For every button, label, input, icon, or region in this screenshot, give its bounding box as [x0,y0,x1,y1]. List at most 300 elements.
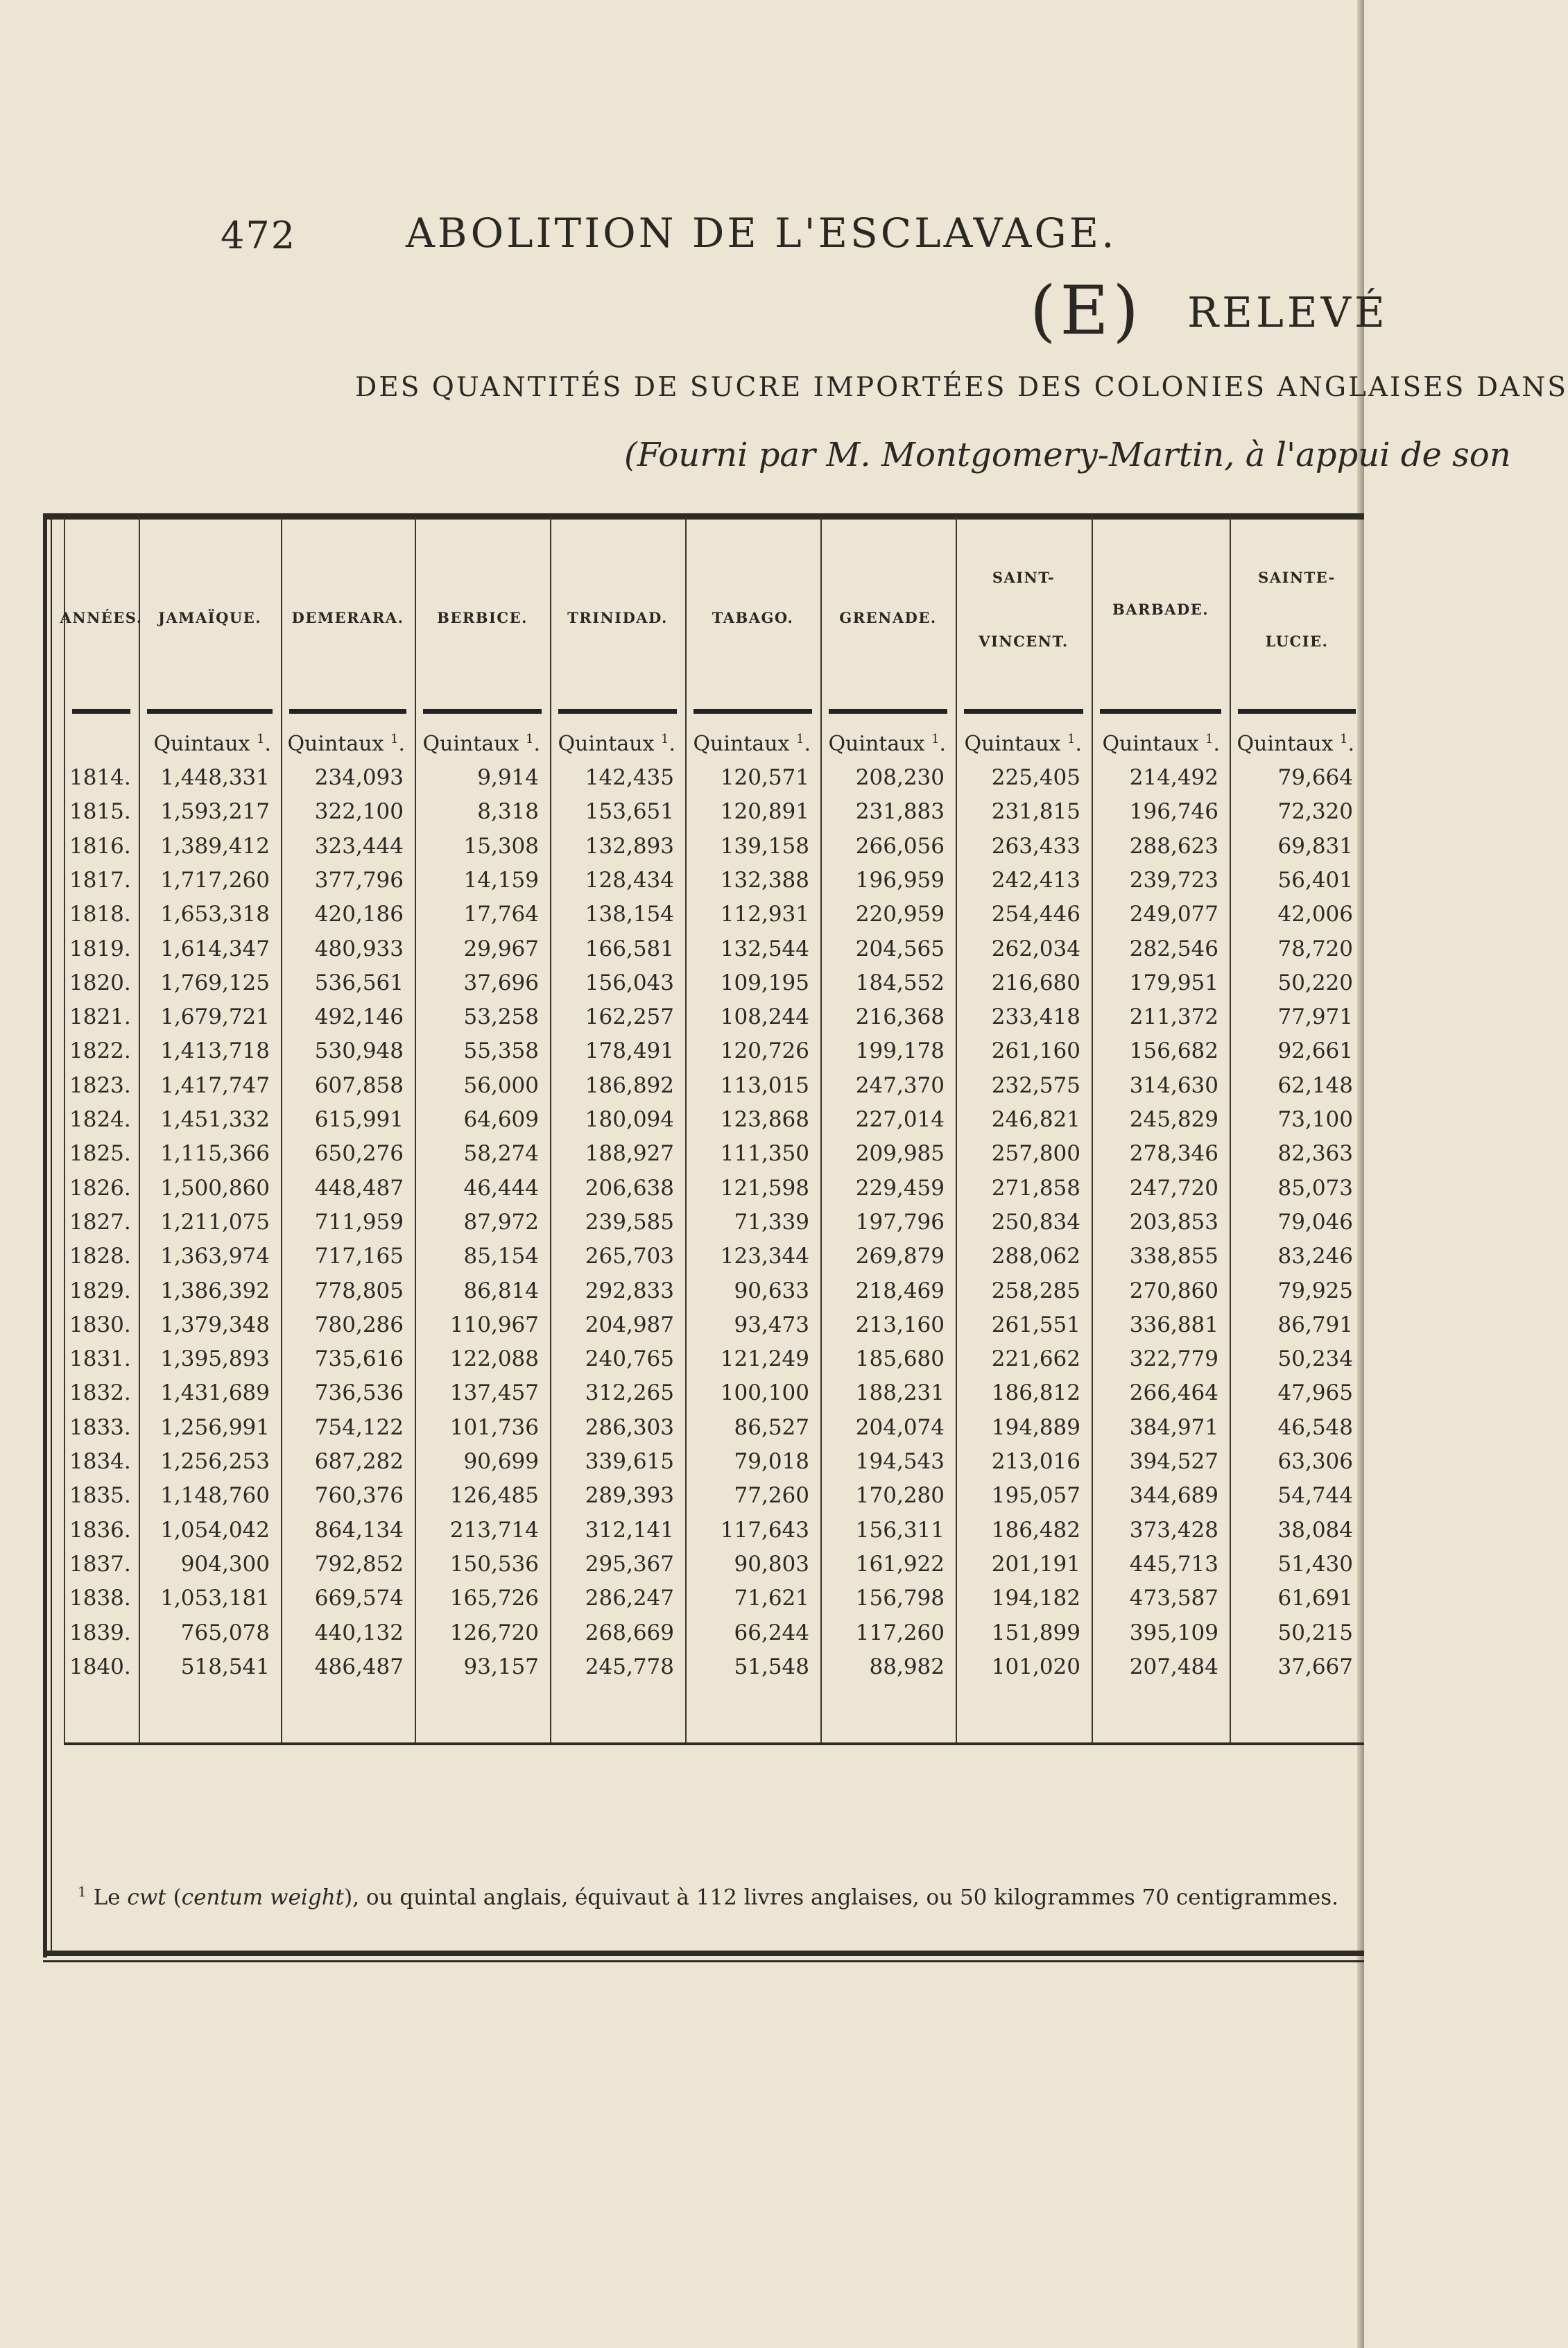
cell-barbade: 179,951 [1129,970,1218,995]
cell-saint_vincent: 254,446 [991,902,1080,927]
cell-saint_vincent: 221,662 [991,1346,1080,1372]
row-year: 1826. [69,1175,131,1201]
footnote-centum: centum weight [181,1885,345,1910]
cell-demerara: 377,796 [314,867,404,893]
cell-jamaique: 1,256,253 [160,1449,270,1474]
cell-barbade: 214,492 [1129,765,1218,790]
header-underline [693,709,812,714]
header-underline [1238,709,1356,714]
cell-jamaique: 1,431,689 [160,1380,270,1406]
cell-grenade: 204,565 [855,936,945,961]
row-year: 1820. [69,970,131,995]
column-divider [64,517,65,1742]
table-source: (Fourni par M. Montgomery-Martin, à l'appui de son [624,436,1511,474]
cell-berbice: 17,764 [463,902,539,927]
unit-note-mark: 1 [390,732,399,746]
cell-grenade: 194,543 [855,1449,945,1474]
header-sainte_lucie-top: SAINTE- [1258,569,1336,586]
cell-jamaique: 1,363,974 [160,1244,270,1269]
cell-grenade: 185,680 [855,1346,945,1372]
cell-trinidad: 204,987 [585,1312,674,1337]
cell-tabago: 108,244 [720,1004,809,1030]
cell-saint_vincent: 151,899 [991,1620,1080,1645]
unit-text: Quintaux [153,732,250,756]
unit-label: Quintaux $^1$. [1102,732,1220,756]
cell-trinidad: 239,585 [585,1209,674,1235]
running-head: ABOLITION DE L'ESCLAVAGE. [406,209,1117,257]
cell-trinidad: 206,638 [585,1175,674,1201]
header-berbice: BERBICE. [437,609,528,626]
cell-sainte_lucie: 79,046 [1277,1209,1353,1235]
cell-trinidad: 188,927 [585,1141,674,1167]
cell-berbice: 122,088 [449,1346,539,1372]
cell-grenade: 184,552 [855,970,945,995]
cell-sainte_lucie: 47,965 [1277,1380,1353,1406]
cell-saint_vincent: 261,160 [991,1038,1080,1064]
cell-saint_vincent: 186,482 [991,1517,1080,1543]
cell-berbice: 93,157 [463,1654,539,1679]
cell-berbice: 9,914 [477,765,539,790]
cell-tabago: 120,571 [720,765,809,790]
cell-demerara: 607,858 [314,1072,404,1098]
row-year: 1831. [69,1346,131,1372]
cell-trinidad: 240,765 [585,1346,674,1372]
cell-jamaique: 1,614,347 [160,936,270,961]
cell-grenade: 204,074 [855,1414,945,1440]
cell-berbice: 15,308 [463,833,539,859]
cell-grenade: 213,160 [855,1312,945,1337]
cell-demerara: 486,487 [314,1654,404,1679]
header-underline [147,709,273,714]
page-edge [1357,0,1364,2348]
cell-grenade: 188,231 [855,1380,945,1406]
cell-barbade: 278,346 [1129,1141,1218,1167]
unit-note-mark: 1 [1205,732,1214,746]
unit-text: Quintaux [287,732,384,756]
header-underline [964,709,1083,714]
cell-sainte_lucie: 62,148 [1277,1072,1353,1098]
cell-sainte_lucie: 92,661 [1277,1038,1353,1064]
cell-demerara: 536,561 [314,970,404,995]
cell-saint_vincent: 216,680 [991,970,1080,995]
cell-grenade: 209,985 [855,1141,945,1167]
header-barbade: BARBADE. [1112,601,1209,618]
cell-trinidad: 265,703 [585,1244,674,1269]
cell-tabago: 120,726 [720,1038,809,1064]
unit-text: Quintaux [693,732,790,756]
cell-demerara: 615,991 [314,1107,404,1132]
cell-sainte_lucie: 86,791 [1277,1312,1353,1337]
unit-label: Quintaux $^1$. [153,732,271,756]
cell-sainte_lucie: 46,548 [1277,1414,1353,1440]
cell-tabago: 93,473 [734,1312,809,1337]
unit-label: Quintaux $^1$. [558,732,675,756]
unit-text: Quintaux [828,732,925,756]
cell-berbice: 58,274 [463,1141,539,1167]
unit-label: Quintaux $^1$. [1237,732,1354,756]
cell-saint_vincent: 225,405 [991,765,1080,790]
cell-tabago: 109,195 [720,970,809,995]
cell-jamaique: 1,211,075 [160,1209,270,1235]
cell-berbice: 126,720 [449,1620,539,1645]
unit-note-mark: 1 [1340,732,1348,746]
cell-berbice: 90,699 [463,1449,539,1474]
cell-jamaique: 518,541 [180,1654,270,1679]
cell-berbice: 56,000 [463,1072,539,1098]
cell-trinidad: 166,581 [585,936,674,961]
cell-barbade: 156,682 [1129,1038,1218,1064]
cell-saint_vincent: 257,800 [991,1141,1080,1167]
cell-tabago: 132,388 [720,867,809,893]
cell-trinidad: 295,367 [585,1551,674,1577]
cell-trinidad: 312,141 [585,1517,674,1543]
cell-berbice: 29,967 [463,936,539,961]
cell-barbade: 394,527 [1129,1449,1218,1474]
cell-tabago: 112,931 [720,902,809,927]
row-year: 1834. [69,1449,131,1474]
cell-grenade: 266,056 [855,833,945,859]
cell-jamaique: 1,389,412 [160,833,270,859]
cell-demerara: 440,132 [314,1620,404,1645]
cell-demerara: 717,165 [314,1244,404,1269]
header-saint_vincent-top: SAINT- [992,569,1056,586]
row-year: 1821. [69,1004,131,1030]
cell-saint_vincent: 258,285 [991,1278,1080,1303]
row-year: 1840. [69,1654,131,1679]
row-year: 1818. [69,902,131,927]
cell-berbice: 101,736 [449,1414,539,1440]
cell-demerara: 687,282 [314,1449,404,1474]
cell-grenade: 170,280 [855,1483,945,1509]
cell-demerara: 780,286 [314,1312,404,1337]
cell-sainte_lucie: 82,363 [1277,1141,1353,1167]
row-year: 1837. [69,1551,131,1577]
cell-tabago: 100,100 [720,1380,809,1406]
cell-sainte_lucie: 69,831 [1277,833,1353,859]
unit-text: Quintaux [1237,732,1334,756]
cell-trinidad: 268,669 [585,1620,674,1645]
row-year: 1830. [69,1312,131,1337]
cell-sainte_lucie: 78,720 [1277,936,1353,961]
cell-jamaique: 1,395,893 [160,1346,270,1372]
cell-demerara: 864,134 [314,1517,404,1543]
row-year: 1814. [69,765,131,790]
cell-trinidad: 153,651 [585,799,674,825]
cell-sainte_lucie: 42,006 [1277,902,1353,927]
header-demerara: DEMERARA. [291,609,404,626]
cell-saint_vincent: 262,034 [991,936,1080,961]
cell-demerara: 669,574 [314,1586,404,1611]
cell-berbice: 85,154 [463,1244,539,1269]
cell-barbade: 247,720 [1129,1175,1218,1201]
cell-saint_vincent: 246,821 [991,1107,1080,1132]
cell-jamaique: 1,500,860 [160,1175,270,1201]
cell-saint_vincent: 263,433 [991,833,1080,859]
header-grenade: GRENADE. [839,609,937,626]
cell-berbice: 150,536 [449,1551,539,1577]
unit-note-mark: 1 [1067,732,1076,746]
cell-demerara: 735,616 [314,1346,404,1372]
cell-jamaique: 904,300 [180,1551,270,1577]
row-year: 1822. [69,1038,131,1064]
cell-sainte_lucie: 50,215 [1277,1620,1353,1645]
footnote-text-before: Le [93,1885,128,1910]
cell-berbice: 46,444 [463,1175,539,1201]
cell-tabago: 66,244 [734,1620,809,1645]
cell-grenade: 88,982 [869,1654,945,1679]
cell-saint_vincent: 101,020 [991,1654,1080,1679]
cell-berbice: 110,967 [449,1312,539,1337]
cell-jamaique: 1,386,392 [160,1278,270,1303]
unit-text: Quintaux [964,732,1061,756]
cell-trinidad: 128,434 [585,867,674,893]
header-sainte_lucie-bottom: LUCIE. [1265,633,1329,650]
cell-tabago: 90,633 [734,1278,809,1303]
cell-barbade: 196,746 [1129,799,1218,825]
cell-tabago: 51,548 [734,1654,809,1679]
cell-jamaique: 1,256,991 [160,1414,270,1440]
cell-jamaique: 765,078 [180,1620,270,1645]
header-underline [72,709,130,714]
cell-saint_vincent: 195,057 [991,1483,1080,1509]
row-year: 1824. [69,1107,131,1132]
header-annees: ANNÉES. [60,609,143,626]
cell-grenade: 231,883 [855,799,945,825]
cell-saint_vincent: 231,815 [991,799,1080,825]
cell-tabago: 113,015 [720,1072,809,1098]
cell-demerara: 760,376 [314,1483,404,1509]
unit-label: Quintaux $^1$. [287,732,405,756]
cell-sainte_lucie: 79,664 [1277,765,1353,790]
cell-sainte_lucie: 85,073 [1277,1175,1353,1201]
header-underline [289,709,406,714]
cell-berbice: 37,696 [463,970,539,995]
cell-berbice: 165,726 [449,1586,539,1611]
cell-jamaique: 1,593,217 [160,799,270,825]
cell-trinidad: 286,247 [585,1586,674,1611]
cell-grenade: 161,922 [855,1551,945,1577]
row-year: 1819. [69,936,131,961]
cell-barbade: 322,779 [1129,1346,1218,1372]
cell-saint_vincent: 233,418 [991,1004,1080,1030]
cell-sainte_lucie: 83,246 [1277,1244,1353,1269]
cell-grenade: 197,796 [855,1209,945,1235]
cell-barbade: 473,587 [1129,1586,1218,1611]
left-rule [43,513,47,1957]
left-inner-rule [51,517,52,1954]
header-saint_vincent-bottom: VINCENT. [979,633,1069,650]
cell-trinidad: 186,892 [585,1072,674,1098]
cell-berbice: 64,609 [463,1107,539,1132]
cell-tabago: 79,018 [734,1449,809,1474]
cell-sainte_lucie: 79,925 [1277,1278,1353,1303]
cell-barbade: 249,077 [1129,902,1218,927]
data-bottom-rule [64,1742,1364,1745]
cell-saint_vincent: 250,834 [991,1209,1080,1235]
row-year: 1817. [69,867,131,893]
cell-barbade: 266,464 [1129,1380,1218,1406]
cell-berbice: 213,714 [449,1517,539,1543]
cell-barbade: 211,372 [1129,1004,1218,1030]
cell-demerara: 778,805 [314,1278,404,1303]
cell-tabago: 139,158 [720,833,809,859]
cell-jamaique: 1,451,332 [160,1107,270,1132]
cell-grenade: 216,368 [855,1004,945,1030]
cell-demerara: 792,852 [314,1551,404,1577]
cell-barbade: 207,484 [1129,1654,1218,1679]
header-underline [829,709,947,714]
header-tabago: TABAGO. [712,609,794,626]
cell-grenade: 220,959 [855,902,945,927]
cell-trinidad: 180,094 [585,1107,674,1132]
cell-trinidad: 312,265 [585,1380,674,1406]
cell-demerara: 650,276 [314,1141,404,1167]
cell-tabago: 111,350 [720,1141,809,1167]
unit-text: Quintaux [558,732,655,756]
cell-barbade: 344,689 [1129,1483,1218,1509]
cell-tabago: 90,803 [734,1551,809,1577]
cell-trinidad: 292,833 [585,1278,674,1303]
cell-tabago: 121,249 [720,1346,809,1372]
cell-berbice: 14,159 [463,867,539,893]
cell-barbade: 395,109 [1129,1620,1218,1645]
unit-note-mark: 1 [931,732,940,746]
row-year: 1828. [69,1244,131,1269]
cell-jamaique: 1,679,721 [160,1004,270,1030]
row-year: 1825. [69,1141,131,1167]
cell-saint_vincent: 242,413 [991,867,1080,893]
row-year: 1839. [69,1620,131,1645]
row-year: 1832. [69,1380,131,1406]
cell-tabago: 71,339 [734,1209,809,1235]
header-underline [423,709,542,714]
cell-grenade: 269,879 [855,1244,945,1269]
cell-tabago: 86,527 [734,1414,809,1440]
header-underline [558,709,677,714]
cell-trinidad: 286,303 [585,1414,674,1440]
cell-sainte_lucie: 37,667 [1277,1654,1353,1679]
page-number: 472 [221,214,297,257]
cell-sainte_lucie: 73,100 [1277,1107,1353,1132]
unit-text: Quintaux [422,732,519,756]
cell-demerara: 492,146 [314,1004,404,1030]
cell-sainte_lucie: 50,234 [1277,1346,1353,1372]
cell-sainte_lucie: 77,971 [1277,1004,1353,1030]
cell-tabago: 132,544 [720,936,809,961]
cell-demerara: 234,093 [314,765,404,790]
top-rule [43,513,1364,520]
cell-jamaique: 1,417,747 [160,1072,270,1098]
bottom-rule [43,1951,1364,1956]
cell-sainte_lucie: 63,306 [1277,1449,1353,1474]
row-year: 1835. [69,1483,131,1509]
cell-demerara: 754,122 [314,1414,404,1440]
footnote-cwt: cwt [127,1885,166,1910]
cell-jamaique: 1,148,760 [160,1483,270,1509]
cell-demerara: 736,536 [314,1380,404,1406]
cell-demerara: 480,933 [314,936,404,961]
footnote-text-after: ), ou quintal anglais, équivaut à 112 livres anglaises, ou 50 kilogrammes 70 centigrammes. [344,1885,1338,1910]
table-title: RELEVÉ [1187,289,1388,337]
cell-berbice: 53,258 [463,1004,539,1030]
cell-saint_vincent: 288,062 [991,1244,1080,1269]
cell-barbade: 338,855 [1129,1244,1218,1269]
cell-tabago: 117,643 [720,1517,809,1543]
cell-barbade: 288,623 [1129,833,1218,859]
cell-jamaique: 1,448,331 [160,765,270,790]
cell-saint_vincent: 186,812 [991,1380,1080,1406]
cell-demerara: 322,100 [314,799,404,825]
row-year: 1815. [69,799,131,825]
unit-label: Quintaux $^1$. [422,732,540,756]
cell-demerara: 448,487 [314,1175,404,1201]
unit-label: Quintaux $^1$. [828,732,946,756]
cell-sainte_lucie: 56,401 [1277,867,1353,893]
cell-trinidad: 289,393 [585,1483,674,1509]
cell-grenade: 117,260 [855,1620,945,1645]
cell-saint_vincent: 213,016 [991,1449,1080,1474]
cell-demerara: 711,959 [314,1209,404,1235]
unit-note-mark: 1 [257,732,265,746]
cell-berbice: 126,485 [449,1483,539,1509]
cell-grenade: 156,311 [855,1517,945,1543]
cell-sainte_lucie: 51,430 [1277,1551,1353,1577]
unit-note-mark: 1 [526,732,534,746]
cell-grenade: 196,959 [855,867,945,893]
cell-tabago: 123,344 [720,1244,809,1269]
cell-berbice: 86,814 [463,1278,539,1303]
cell-barbade: 336,881 [1129,1312,1218,1337]
cell-barbade: 270,860 [1129,1278,1218,1303]
cell-grenade: 227,014 [855,1107,945,1132]
cell-jamaique: 1,379,348 [160,1312,270,1337]
cell-sainte_lucie: 72,320 [1277,799,1353,825]
table-letter: (E) [1030,272,1143,350]
cell-barbade: 203,853 [1129,1209,1218,1235]
row-year: 1827. [69,1209,131,1235]
cell-barbade: 373,428 [1129,1517,1218,1543]
cell-barbade: 239,723 [1129,867,1218,893]
cell-barbade: 314,630 [1129,1072,1218,1098]
cell-grenade: 156,798 [855,1586,945,1611]
cell-sainte_lucie: 61,691 [1277,1586,1353,1611]
header-trinidad: TRINIDAD. [567,609,668,626]
cell-jamaique: 1,653,318 [160,902,270,927]
cell-berbice: 87,972 [463,1209,539,1235]
cell-demerara: 323,444 [314,833,404,859]
cell-grenade: 199,178 [855,1038,945,1064]
cell-barbade: 445,713 [1129,1551,1218,1577]
cell-trinidad: 142,435 [585,765,674,790]
row-year: 1838. [69,1586,131,1611]
cell-demerara: 420,186 [314,902,404,927]
cell-trinidad: 156,043 [585,970,674,995]
row-year: 1833. [69,1414,131,1440]
cell-jamaique: 1,769,125 [160,970,270,995]
cell-trinidad: 132,893 [585,833,674,859]
cell-barbade: 245,829 [1129,1107,1218,1132]
cell-jamaique: 1,115,366 [160,1141,270,1167]
cell-sainte_lucie: 54,744 [1277,1483,1353,1509]
footnote-mark: 1 [78,1883,87,1900]
cell-saint_vincent: 261,551 [991,1312,1080,1337]
bottom-rule-thin [43,1960,1364,1962]
cell-saint_vincent: 232,575 [991,1072,1080,1098]
cell-saint_vincent: 194,889 [991,1414,1080,1440]
cell-saint_vincent: 201,191 [991,1551,1080,1577]
cell-saint_vincent: 194,182 [991,1586,1080,1611]
cell-trinidad: 138,154 [585,902,674,927]
